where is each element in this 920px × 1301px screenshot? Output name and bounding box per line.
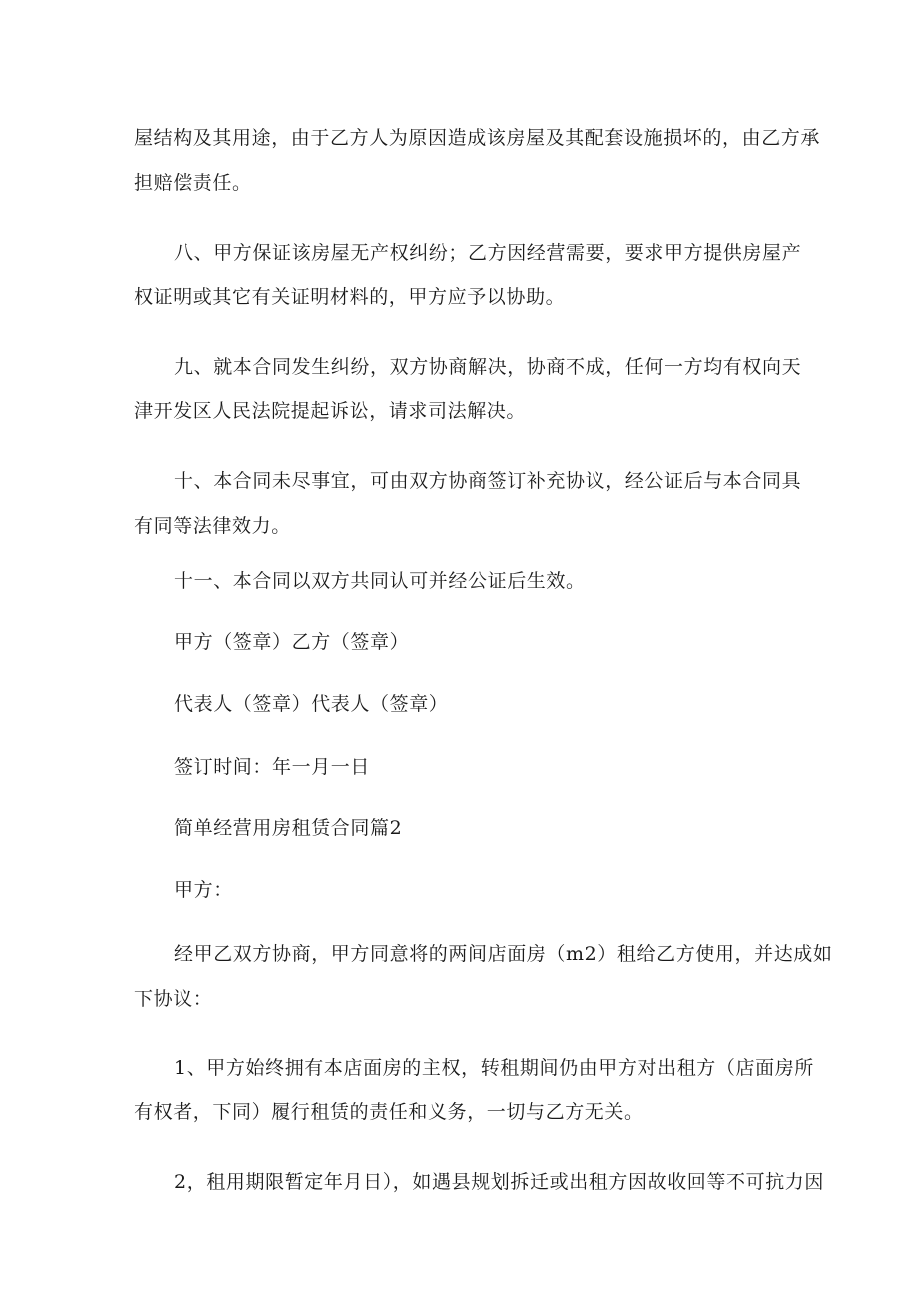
text-line: 九、就本合同发生纠纷，双方协商解决，协商不成，任何一方均有权向天 — [174, 356, 802, 378]
text-line: 津开发区人民法院提起诉讼，请求司法解决。 — [134, 400, 527, 422]
party-line: 甲方： — [174, 879, 233, 901]
text-line: 1、甲方始终拥有本店面房的主权，转租期间仍由甲方对出租方（店面房所 — [174, 1057, 814, 1079]
text-line: 八、甲方保证该房屋无产权纠纷；乙方因经营需要，要求甲方提供房屋产 — [174, 242, 802, 264]
date-line: 签订时间：年一月一日 — [174, 756, 371, 778]
text-line: 屋结构及其用途，由于乙方人为原因造成该房屋及其配套设施损坏的，由乙方承 — [134, 127, 821, 149]
text-line: 有同等法律效力。 — [134, 515, 291, 537]
signature-line: 甲方（签章）乙方（签章） — [174, 631, 410, 653]
text-line: 担赔偿责任。 — [134, 172, 252, 194]
text-line: 下协议： — [134, 988, 213, 1010]
text-line: 经甲乙双方协商，甲方同意将的两间店面房（m2）租给乙方使用，并达成如 — [174, 943, 833, 965]
signature-line: 代表人（签章）代表人（签章） — [174, 693, 449, 715]
text-line: 权证明或其它有关证明材料的，甲方应予以协助。 — [134, 286, 566, 308]
text-line: 有权者，下同）履行租赁的责任和义务，一切与乙方无关。 — [134, 1101, 644, 1123]
text-line: 十一、本合同以双方共同认可并经公证后生效。 — [174, 570, 586, 592]
text-line: 2，租用期限暂定年月日），如遇县规划拆迁或出租方因故收回等不可抗力因 — [174, 1171, 824, 1193]
text-line: 十、本合同未尽事宜，可由双方协商签订补充协议，经公证后与本合同具 — [174, 470, 802, 492]
section-title: 简单经营用房租赁合同篇2 — [174, 817, 403, 839]
